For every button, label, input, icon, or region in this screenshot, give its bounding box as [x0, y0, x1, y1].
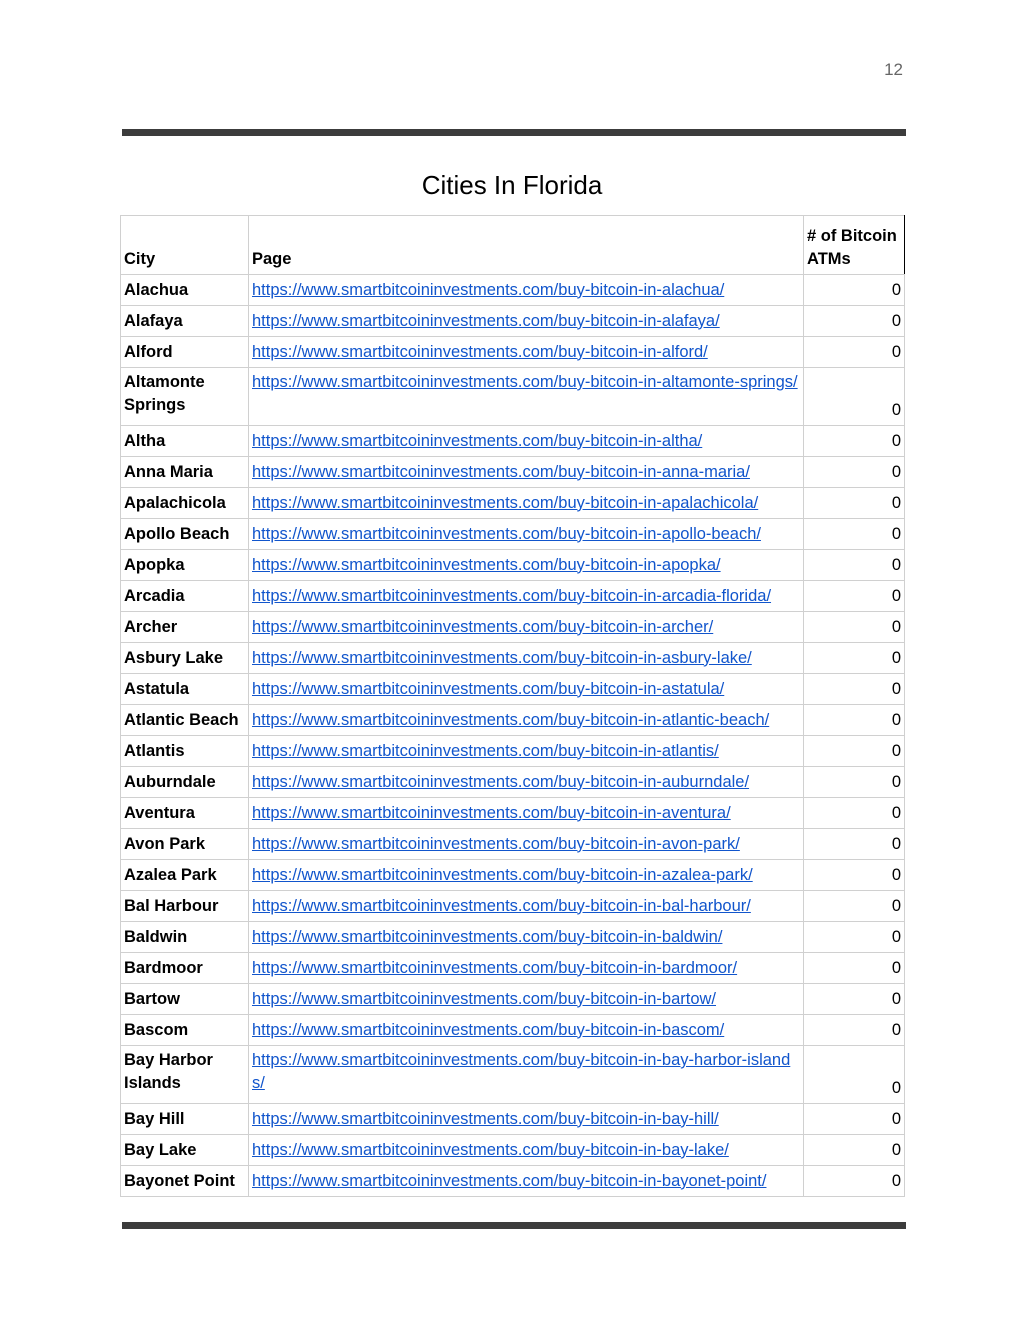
- city-cell: Azalea Park: [121, 860, 249, 891]
- table-row: [121, 1104, 905, 1135]
- column-header-city: City: [121, 216, 249, 275]
- city-cell: Bay Lake: [121, 1135, 249, 1166]
- page-link[interactable]: https://www.smartbitcoininvestments.com/buy-bitcoin-in-apalachicola/: [249, 488, 804, 519]
- table-row: [121, 550, 905, 581]
- atm-count-cell: 0: [804, 860, 905, 891]
- city-cell: Bartow: [121, 984, 249, 1015]
- table-row: [121, 519, 905, 550]
- page-link[interactable]: https://www.smartbitcoininvestments.com/buy-bitcoin-in-avon-park/: [249, 829, 804, 860]
- table-row: [121, 984, 905, 1015]
- page-link[interactable]: https://www.smartbitcoininvestments.com/buy-bitcoin-in-astatula/: [249, 674, 804, 705]
- atm-count-cell: 0: [804, 798, 905, 829]
- city-cell: Baldwin: [121, 922, 249, 953]
- page-link[interactable]: https://www.smartbitcoininvestments.com/buy-bitcoin-in-atlantis/: [249, 736, 804, 767]
- table-row: [121, 736, 905, 767]
- table-row: [121, 368, 905, 426]
- table-row: [121, 953, 905, 984]
- page-link[interactable]: https://www.smartbitcoininvestments.com/buy-bitcoin-in-anna-maria/: [249, 457, 804, 488]
- page-link[interactable]: https://www.smartbitcoininvestments.com/buy-bitcoin-in-azalea-park/: [249, 860, 804, 891]
- city-cell: Aventura: [121, 798, 249, 829]
- page-link[interactable]: https://www.smartbitcoininvestments.com/buy-bitcoin-in-alachua/: [249, 275, 804, 306]
- table-row: [121, 860, 905, 891]
- table-row: [121, 1015, 905, 1046]
- atm-count-cell: 0: [804, 984, 905, 1015]
- atm-count-cell: 0: [804, 581, 905, 612]
- city-cell: Auburndale: [121, 767, 249, 798]
- page-link[interactable]: https://www.smartbitcoininvestments.com/buy-bitcoin-in-auburndale/: [249, 767, 804, 798]
- atm-count-cell: 0: [804, 488, 905, 519]
- page-link[interactable]: https://www.smartbitcoininvestments.com/buy-bitcoin-in-apopka/: [249, 550, 804, 581]
- column-header-atms: # of Bitcoin ATMs: [804, 216, 905, 275]
- column-header-page: Page: [249, 216, 804, 275]
- page-link[interactable]: https://www.smartbitcoininvestments.com/buy-bitcoin-in-bartow/: [249, 984, 804, 1015]
- table-row: [121, 1046, 905, 1104]
- table-row: [121, 581, 905, 612]
- city-cell: Apopka: [121, 550, 249, 581]
- city-cell: Bay Hill: [121, 1104, 249, 1135]
- city-cell: Asbury Lake: [121, 643, 249, 674]
- atm-count-cell: 0: [804, 1046, 905, 1104]
- atm-count-cell: 0: [804, 891, 905, 922]
- cities-table: [120, 215, 905, 1197]
- atm-count-cell: 0: [804, 612, 905, 643]
- table-row: [121, 674, 905, 705]
- atm-count-cell: 0: [804, 643, 905, 674]
- table-row: [121, 767, 905, 798]
- top-divider: [122, 129, 906, 136]
- page-link[interactable]: https://www.smartbitcoininvestments.com/buy-bitcoin-in-altamonte-springs/: [249, 368, 804, 426]
- table-row: [121, 643, 905, 674]
- atm-count-cell: 0: [804, 550, 905, 581]
- city-cell: Atlantis: [121, 736, 249, 767]
- city-cell: Archer: [121, 612, 249, 643]
- atm-count-cell: 0: [804, 674, 905, 705]
- page-link[interactable]: https://www.smartbitcoininvestments.com/buy-bitcoin-in-bay-lake/: [249, 1135, 804, 1166]
- page-link[interactable]: https://www.smartbitcoininvestments.com/buy-bitcoin-in-arcadia-florida/: [249, 581, 804, 612]
- page-link[interactable]: https://www.smartbitcoininvestments.com/buy-bitcoin-in-altha/: [249, 426, 804, 457]
- city-cell: Bal Harbour: [121, 891, 249, 922]
- page-link[interactable]: https://www.smartbitcoininvestments.com/buy-bitcoin-in-bay-hill/: [249, 1104, 804, 1135]
- table-row: [121, 337, 905, 368]
- atm-count-cell: 0: [804, 426, 905, 457]
- atm-count-cell: 0: [804, 829, 905, 860]
- city-cell: Bardmoor: [121, 953, 249, 984]
- city-cell: Alford: [121, 337, 249, 368]
- atm-count-cell: 0: [804, 306, 905, 337]
- table-row: [121, 798, 905, 829]
- atm-count-cell: 0: [804, 767, 905, 798]
- page-number: 12: [884, 60, 903, 79]
- city-cell: Apollo Beach: [121, 519, 249, 550]
- atm-count-cell: 0: [804, 275, 905, 306]
- city-cell: Alachua: [121, 275, 249, 306]
- page-link[interactable]: https://www.smartbitcoininvestments.com/buy-bitcoin-in-atlantic-beach/: [249, 705, 804, 736]
- page-link[interactable]: https://www.smartbitcoininvestments.com/buy-bitcoin-in-asbury-lake/: [249, 643, 804, 674]
- table-body: [121, 275, 905, 1197]
- table-row: [121, 922, 905, 953]
- city-cell: Arcadia: [121, 581, 249, 612]
- table-row: [121, 705, 905, 736]
- atm-count-cell: 0: [804, 457, 905, 488]
- page-link[interactable]: https://www.smartbitcoininvestments.com/buy-bitcoin-in-baldwin/: [249, 922, 804, 953]
- page-link[interactable]: https://www.smartbitcoininvestments.com/buy-bitcoin-in-bascom/: [249, 1015, 804, 1046]
- atm-count-cell: 0: [804, 519, 905, 550]
- atm-count-cell: 0: [804, 736, 905, 767]
- table-row: [121, 488, 905, 519]
- city-cell: Altamonte Springs: [121, 368, 249, 426]
- table-row: [121, 891, 905, 922]
- atm-count-cell: 0: [804, 705, 905, 736]
- page-link[interactable]: https://www.smartbitcoininvestments.com/buy-bitcoin-in-apollo-beach/: [249, 519, 804, 550]
- city-cell: Bascom: [121, 1015, 249, 1046]
- city-cell: Alafaya: [121, 306, 249, 337]
- city-cell: Bay Harbor Islands: [121, 1046, 249, 1104]
- city-cell: Apalachicola: [121, 488, 249, 519]
- atm-count-cell: 0: [804, 1104, 905, 1135]
- page-link[interactable]: https://www.smartbitcoininvestments.com/buy-bitcoin-in-aventura/: [249, 798, 804, 829]
- city-cell: Bayonet Point: [121, 1166, 249, 1197]
- city-cell: Astatula: [121, 674, 249, 705]
- atm-count-cell: 0: [804, 368, 905, 426]
- table-row: [121, 426, 905, 457]
- table-row: [121, 1166, 905, 1197]
- page-link[interactable]: https://www.smartbitcoininvestments.com/buy-bitcoin-in-bay-harbor-islands/: [249, 1046, 804, 1104]
- atm-count-cell: 0: [804, 922, 905, 953]
- atm-count-cell: 0: [804, 1166, 905, 1197]
- page-link[interactable]: https://www.smartbitcoininvestments.com/buy-bitcoin-in-bardmoor/: [249, 953, 804, 984]
- table-row: [121, 829, 905, 860]
- atm-count-cell: 0: [804, 953, 905, 984]
- city-cell: Altha: [121, 426, 249, 457]
- page-link[interactable]: https://www.smartbitcoininvestments.com/buy-bitcoin-in-bayonet-point/: [249, 1166, 804, 1197]
- atm-count-cell: 0: [804, 1015, 905, 1046]
- city-cell: Anna Maria: [121, 457, 249, 488]
- page-link[interactable]: https://www.smartbitcoininvestments.com/buy-bitcoin-in-alford/: [249, 337, 804, 368]
- table-row: [121, 306, 905, 337]
- table-row: [121, 275, 905, 306]
- bottom-divider: [122, 1222, 906, 1229]
- atm-count-cell: 0: [804, 1135, 905, 1166]
- page-link[interactable]: https://www.smartbitcoininvestments.com/buy-bitcoin-in-bal-harbour/: [249, 891, 804, 922]
- table-row: [121, 612, 905, 643]
- page-link[interactable]: https://www.smartbitcoininvestments.com/buy-bitcoin-in-alafaya/: [249, 306, 804, 337]
- table-header-row: [121, 216, 905, 275]
- page-title: Cities In Florida: [421, 170, 603, 200]
- atm-count-cell: 0: [804, 337, 905, 368]
- city-cell: Avon Park: [121, 829, 249, 860]
- city-cell: Atlantic Beach: [121, 705, 249, 736]
- page-link[interactable]: https://www.smartbitcoininvestments.com/buy-bitcoin-in-archer/: [249, 612, 804, 643]
- table-row: [121, 457, 905, 488]
- table-row: [121, 1135, 905, 1166]
